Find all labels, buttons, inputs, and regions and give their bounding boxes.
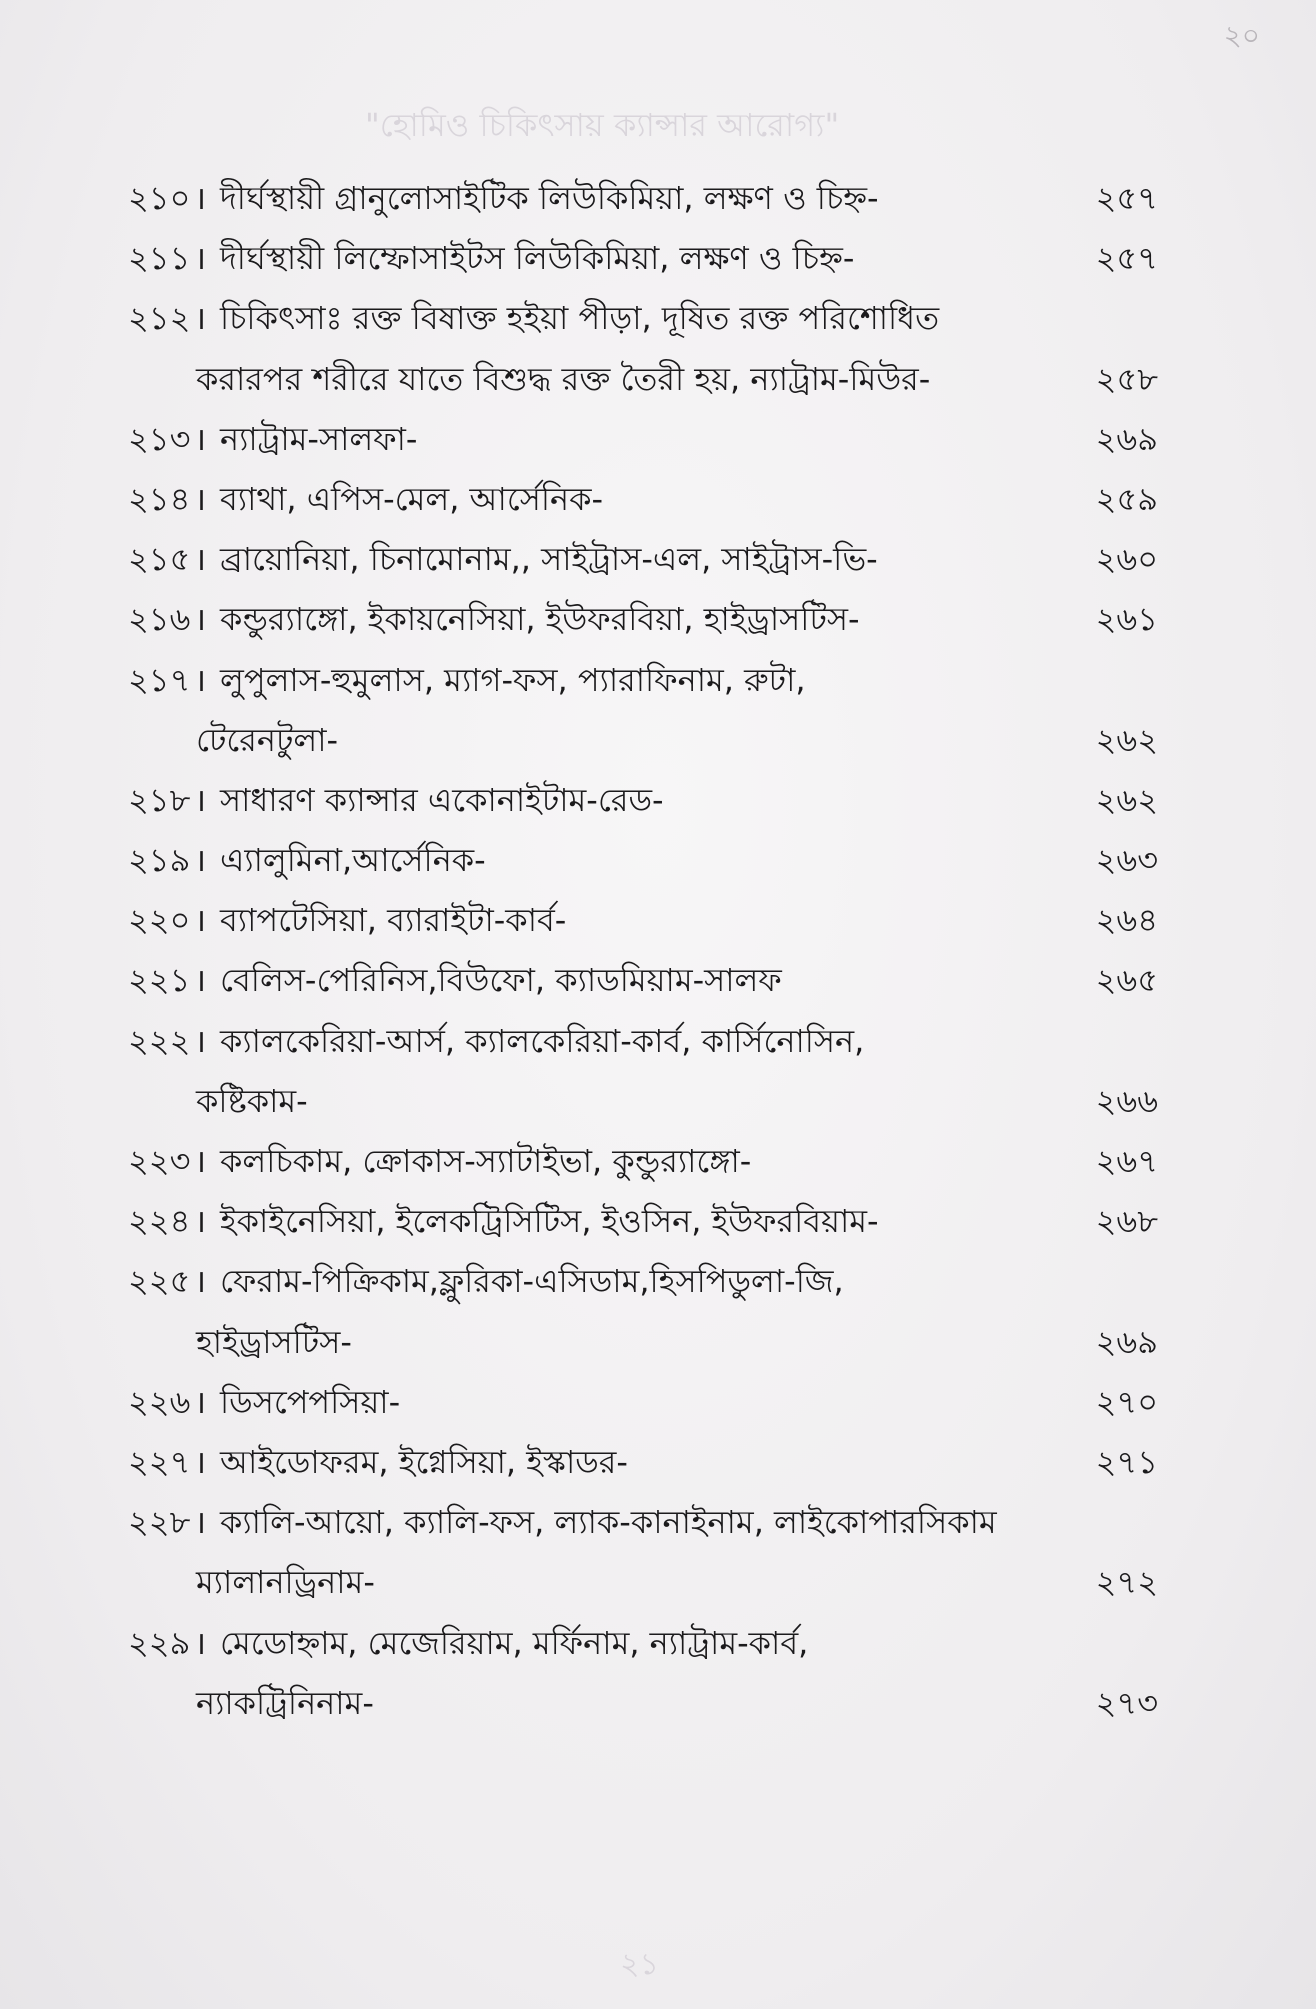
entry-title: ব্যাথা, এপিস-মেল, আর্সেনিক- <box>220 479 604 518</box>
separator: । <box>194 540 207 579</box>
entry-title: ক্যালি-আয়ো, ক্যালি-ফস, ল্যাক-কানাইনাম, লাইকোপারসিকাম <box>220 1503 997 1542</box>
entry-title: ক্যালকেরিয়া-আর্স, ক্যালকেরিয়া-কার্ব, কার্সিনোসিন, <box>220 1021 865 1060</box>
entry-page-number: ২৭০ <box>1095 1382 1158 1421</box>
toc-entry <box>128 1613 1158 1673</box>
separator: । <box>194 841 207 880</box>
entry-number: ২২৪ <box>128 1202 191 1241</box>
entry-page-number: ২৬৫ <box>1095 961 1158 1000</box>
entry-title: দীর্ঘস্থায়ী লিম্ফোসাইটস লিউকিমিয়া, লক্ষণ ও চিহ্ন- <box>220 239 855 278</box>
entry-page-number: ২৭১ <box>1095 1442 1158 1481</box>
toc-entry <box>128 469 1158 529</box>
entry-page-number: ২৬৯ <box>1095 419 1158 458</box>
entry-title: ডিসপেপসিয়া- <box>220 1382 401 1421</box>
entry-number: ২২৩ <box>128 1142 191 1180</box>
toc-entry <box>128 1011 1158 1071</box>
separator: । <box>194 1623 207 1662</box>
bleed-through-header: "হোমিও চিকিৎসায় ক্যান্সার আরোগ্য" <box>365 106 840 144</box>
entry-title-continuation: কষ্টিকাম- <box>196 1081 308 1120</box>
separator: । <box>194 1442 207 1481</box>
table-of-contents <box>128 168 1158 1733</box>
entry-title-continuation: হাইড্রাসটিস- <box>196 1322 352 1361</box>
entry-page-number: ২৬৬ <box>1095 1081 1158 1120</box>
toc-entry <box>128 1372 1158 1432</box>
toc-entry-continuation <box>128 349 1158 409</box>
toc-entry <box>128 409 1158 469</box>
entry-title: ন্যাট্রাম-সালফা- <box>220 419 418 458</box>
entry-title: ব্যাপটেসিয়া, ব্যারাইটা-কার্ব- <box>220 901 567 940</box>
toc-entry <box>128 1191 1158 1251</box>
toc-entry <box>128 770 1158 830</box>
entry-number: ২২৭ <box>128 1442 191 1481</box>
toc-entry <box>128 890 1158 950</box>
entry-number: ২১৪ <box>128 479 191 518</box>
separator: । <box>194 1021 207 1060</box>
entry-page-number: ২৬১ <box>1095 600 1158 639</box>
entry-title: মেডোহ্নাম, মেজেরিয়াম, মর্ফিনাম, ন্যাট্রাম-কার্ব, <box>220 1623 809 1662</box>
entry-title: এ্যালুমিনা,আর্সেনিক- <box>220 841 486 880</box>
entry-page-number: ২৫৯ <box>1095 479 1158 518</box>
entry-page-number: ২৭২ <box>1095 1563 1158 1602</box>
entry-number: ২১৫ <box>128 540 191 579</box>
entry-number: ২২১ <box>128 961 191 1000</box>
entry-page-number: ২৬২ <box>1095 720 1158 759</box>
toc-entry-continuation <box>128 1552 1158 1612</box>
entry-number: ২২০ <box>128 901 191 940</box>
entry-number: ২২৮ <box>128 1503 191 1542</box>
entry-number: ২১৩ <box>128 419 191 458</box>
separator: । <box>194 1382 207 1421</box>
toc-entry <box>128 1131 1158 1191</box>
separator: । <box>194 239 207 278</box>
toc-entry <box>128 1251 1158 1311</box>
entry-title: দীর্ঘস্থায়ী গ্রানুলোসাইটিক লিউকিমিয়া, লক্ষণ ও চিহ্ন- <box>220 179 879 217</box>
separator: । <box>194 419 207 458</box>
entry-number: ২২৫ <box>128 1262 191 1301</box>
separator: । <box>194 179 207 217</box>
toc-entry <box>128 1492 1158 1552</box>
entry-page-number: ২৫৭ <box>1095 239 1158 278</box>
separator: । <box>194 901 207 940</box>
toc-entry <box>128 288 1158 348</box>
separator: । <box>194 299 207 338</box>
separator: । <box>194 1262 207 1301</box>
entry-title: আইডোফরম, ইগ্নেসিয়া, ইস্কাডর- <box>220 1442 628 1481</box>
entry-title-continuation: ন্যাকট্রিনিনাম- <box>196 1683 374 1722</box>
entry-number: ২২৯ <box>128 1623 191 1662</box>
separator: । <box>194 961 207 1000</box>
entry-title: বেলিস-পেরিনিস,বিউফো, ক্যাডমিয়াম-সালফ <box>220 961 782 1000</box>
entry-title-continuation: করারপর শরীরে যাতে বিশুদ্ধ রক্ত তৈরী হয়, ন্যাট্রাম-মিউর- <box>196 359 931 398</box>
entry-number: ২১৬ <box>128 600 191 639</box>
entry-title: সাধারণ ক্যান্সার একোনাইটাম-রেড- <box>220 780 664 819</box>
entry-number: ২১২ <box>128 299 191 338</box>
toc-entry-continuation <box>128 1071 1158 1131</box>
separator: । <box>194 660 207 699</box>
entry-title-continuation: টেরেনটুলা- <box>196 720 339 759</box>
entry-title: চিকিৎসাঃ রক্ত বিষাক্ত হইয়া পীড়া, দূষিত রক্ত পরিশোধিত <box>220 299 940 338</box>
bleed-through-footer: ২১ <box>620 1947 659 1982</box>
entry-title: ব্রায়োনিয়া, চিনামোনাম,, সাইট্রাস-এল, সাইট্রাস-ভি- <box>220 540 878 579</box>
separator: । <box>194 1503 207 1542</box>
entry-number: ২১৭ <box>128 660 191 699</box>
toc-entry <box>128 529 1158 589</box>
entry-page-number: ২৭৩ <box>1095 1683 1158 1722</box>
toc-entry <box>128 1432 1158 1492</box>
page-number: ২০ <box>1223 19 1260 52</box>
entry-title: ফেরাম-পিক্রিকাম,ফ্লুরিকা-এসিডাম,হিসপিডুলা-জি, <box>220 1262 844 1301</box>
toc-entry <box>128 589 1158 649</box>
entry-title: ইকাইনেসিয়া, ইলেকট্রিসিটিস, ইওসিন, ইউফরবিয়াম- <box>220 1202 879 1241</box>
entry-number: ২১১ <box>128 239 191 278</box>
separator: । <box>194 1142 207 1180</box>
separator: । <box>194 479 207 518</box>
entry-number: ২১০ <box>128 179 191 217</box>
toc-entry <box>128 830 1158 890</box>
entry-title-continuation: ম্যালানড্রিনাম- <box>196 1563 375 1602</box>
entry-page-number: ২৬৩ <box>1095 841 1158 880</box>
entry-page-number: ২৬২ <box>1095 780 1158 819</box>
toc-entry <box>128 650 1158 710</box>
entry-page-number: ২৬০ <box>1095 540 1158 579</box>
toc-entry-continuation <box>128 710 1158 770</box>
toc-entry <box>128 228 1158 288</box>
entry-page-number: ২৫৮ <box>1095 359 1158 398</box>
entry-page-number: ২৫৭ <box>1095 179 1158 217</box>
entry-page-number: ২৬৮ <box>1095 1202 1158 1241</box>
separator: । <box>194 1202 207 1241</box>
entry-number: ২১৯ <box>128 841 191 880</box>
entry-title: কলচিকাম, ক্রোকাস-স্যাটাইভা, কুন্ডুর‍্যাঙ্গো- <box>220 1142 752 1180</box>
entry-number: ২১৮ <box>128 780 191 819</box>
entry-page-number: ২৬৭ <box>1095 1142 1158 1180</box>
entry-title: কন্ডুর‍্যাঙ্গো, ইকায়নেসিয়া, ইউফরবিয়া, হাইড্রাসটিস- <box>220 600 860 639</box>
entry-page-number: ২৬৪ <box>1095 901 1158 940</box>
toc-entry-continuation <box>128 1673 1158 1733</box>
entry-number: ২২২ <box>128 1021 191 1060</box>
separator: । <box>194 780 207 819</box>
entry-number: ২২৬ <box>128 1382 191 1421</box>
separator: । <box>194 600 207 639</box>
toc-entry <box>128 168 1158 228</box>
entry-page-number: ২৬৯ <box>1095 1322 1158 1361</box>
toc-entry-continuation <box>128 1312 1158 1372</box>
entry-title: লুপুলাস-হুমুলাস, ম্যাগ-ফস, প্যারাফিনাম, রুটা, <box>220 660 806 699</box>
toc-entry <box>128 950 1158 1010</box>
